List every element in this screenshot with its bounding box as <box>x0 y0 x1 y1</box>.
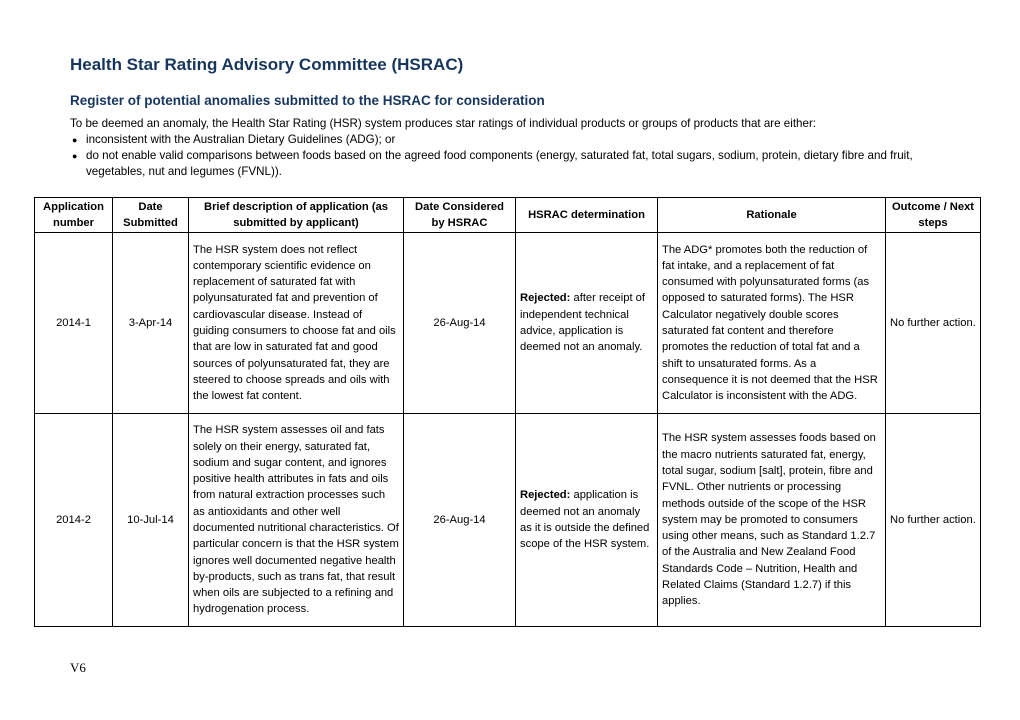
criteria-item <box>72 148 970 180</box>
cell-rationale: The ADG* promotes both the reduction of fat intake, and a replacement of fat consumed with polyunsaturated forms (as opposed to saturated forms). The HSR Calculator negatively double scores saturated fat content and therefore promotes the reduction of total fat and a shift to unsaturated forms. As a consequence it is not deemed that the HSR Calculator is inconsistent with the ADG. <box>658 233 886 414</box>
cell-date-submitted: 3-Apr-14 <box>113 233 189 414</box>
determination-text: after receipt of independent technical advice, application is deemed not an anomaly. <box>520 292 645 354</box>
page-title: Health Star Rating Advisory Committee (HSRAC) <box>70 55 464 74</box>
header-rationale: Rationale <box>658 198 886 233</box>
table-row <box>35 233 981 414</box>
determination-label: Rejected: <box>520 292 571 305</box>
cell-outcome: No further action. <box>886 414 981 627</box>
cell-brief-description: The HSR system does not reflect contemporary scientific evidence on replacement of saturated fat with polyunsaturated fat and prevention of cardiovascular disease. Instead of guiding consumers to choose fat and oils that are low in saturated fat and good sources of polyunsaturated fat, they are steered to choose spreads and oils with the lowest fat content. <box>189 233 404 414</box>
version-footer: V6 <box>70 660 86 675</box>
criteria-text: do not enable valid comparisons between foods based on the agreed food components (energy, saturated fat, total sugars, sodium, protein, dietary fibre and fruit, vegetables, nut and legumes (FVNL)). <box>86 149 913 178</box>
determination-label: Rejected: <box>520 489 571 502</box>
cell-rationale: The HSR system assesses foods based on the macro nutrients saturated fat, energy, total sugar, sodium [salt], protein, fibre and FVNL. Other nutrients or processing methods outside of the scope of the HSR system may be promoted to consumers using other means, such as Standard 1.2.7 of the Australia and New Zealand Food Standards Code – Nutrition, Health and Related Claims (Standard 1.2.7) if this applies. <box>658 414 886 627</box>
header-application-number: Application number <box>35 198 113 233</box>
cell-date-considered: 26-Aug-14 <box>404 414 516 627</box>
determination-text: application is deemed not an anomaly as it is outside the defined scope of the HSR system. <box>520 489 650 551</box>
table-header-row <box>35 198 981 233</box>
cell-determination <box>516 414 658 627</box>
cell-determination <box>516 233 658 414</box>
header-outcome: Outcome / Next steps <box>886 198 981 233</box>
criteria-list <box>70 132 970 180</box>
bullet-icon: ● <box>72 151 78 161</box>
cell-application-number: 2014-1 <box>35 233 113 414</box>
header-brief-description: Brief description of application (as submitted by applicant) <box>189 198 404 233</box>
header-determination: HSRAC determination <box>516 198 658 233</box>
header-date-submitted: Date Submitted <box>113 198 189 233</box>
register-subtitle: Register of potential anomalies submitted to the HSRAC for consideration <box>70 93 545 108</box>
criteria-item <box>72 132 970 148</box>
cell-brief-description: The HSR system assesses oil and fats solely on their energy, saturated fat, sodium and sugar content, and ignores positive health attributes in fats and oils from natural extraction processes such as antioxidants and other well documented nutritional characteristics. Of particular concern is that the HSR system ignores well documented negative health by-products, such as trans fat, that result when oils are subjected to a refining and hydrogenation process. <box>189 414 404 627</box>
cell-application-number: 2014-2 <box>35 414 113 627</box>
cell-outcome: No further action. <box>886 233 981 414</box>
table-row <box>35 414 981 627</box>
criteria-text: inconsistent with the Australian Dietary Guidelines (ADG); or <box>86 133 396 146</box>
header-date-considered: Date Considered by HSRAC <box>404 198 516 233</box>
cell-date-submitted: 10-Jul-14 <box>113 414 189 627</box>
anomalies-register-table <box>34 197 981 627</box>
bullet-icon: ● <box>72 135 78 145</box>
intro-paragraph: To be deemed an anomaly, the Health Star Rating (HSR) system produces star ratings of individual products or groups of products that are either: <box>70 117 817 130</box>
intro-section <box>70 116 970 180</box>
cell-date-considered: 26-Aug-14 <box>404 233 516 414</box>
